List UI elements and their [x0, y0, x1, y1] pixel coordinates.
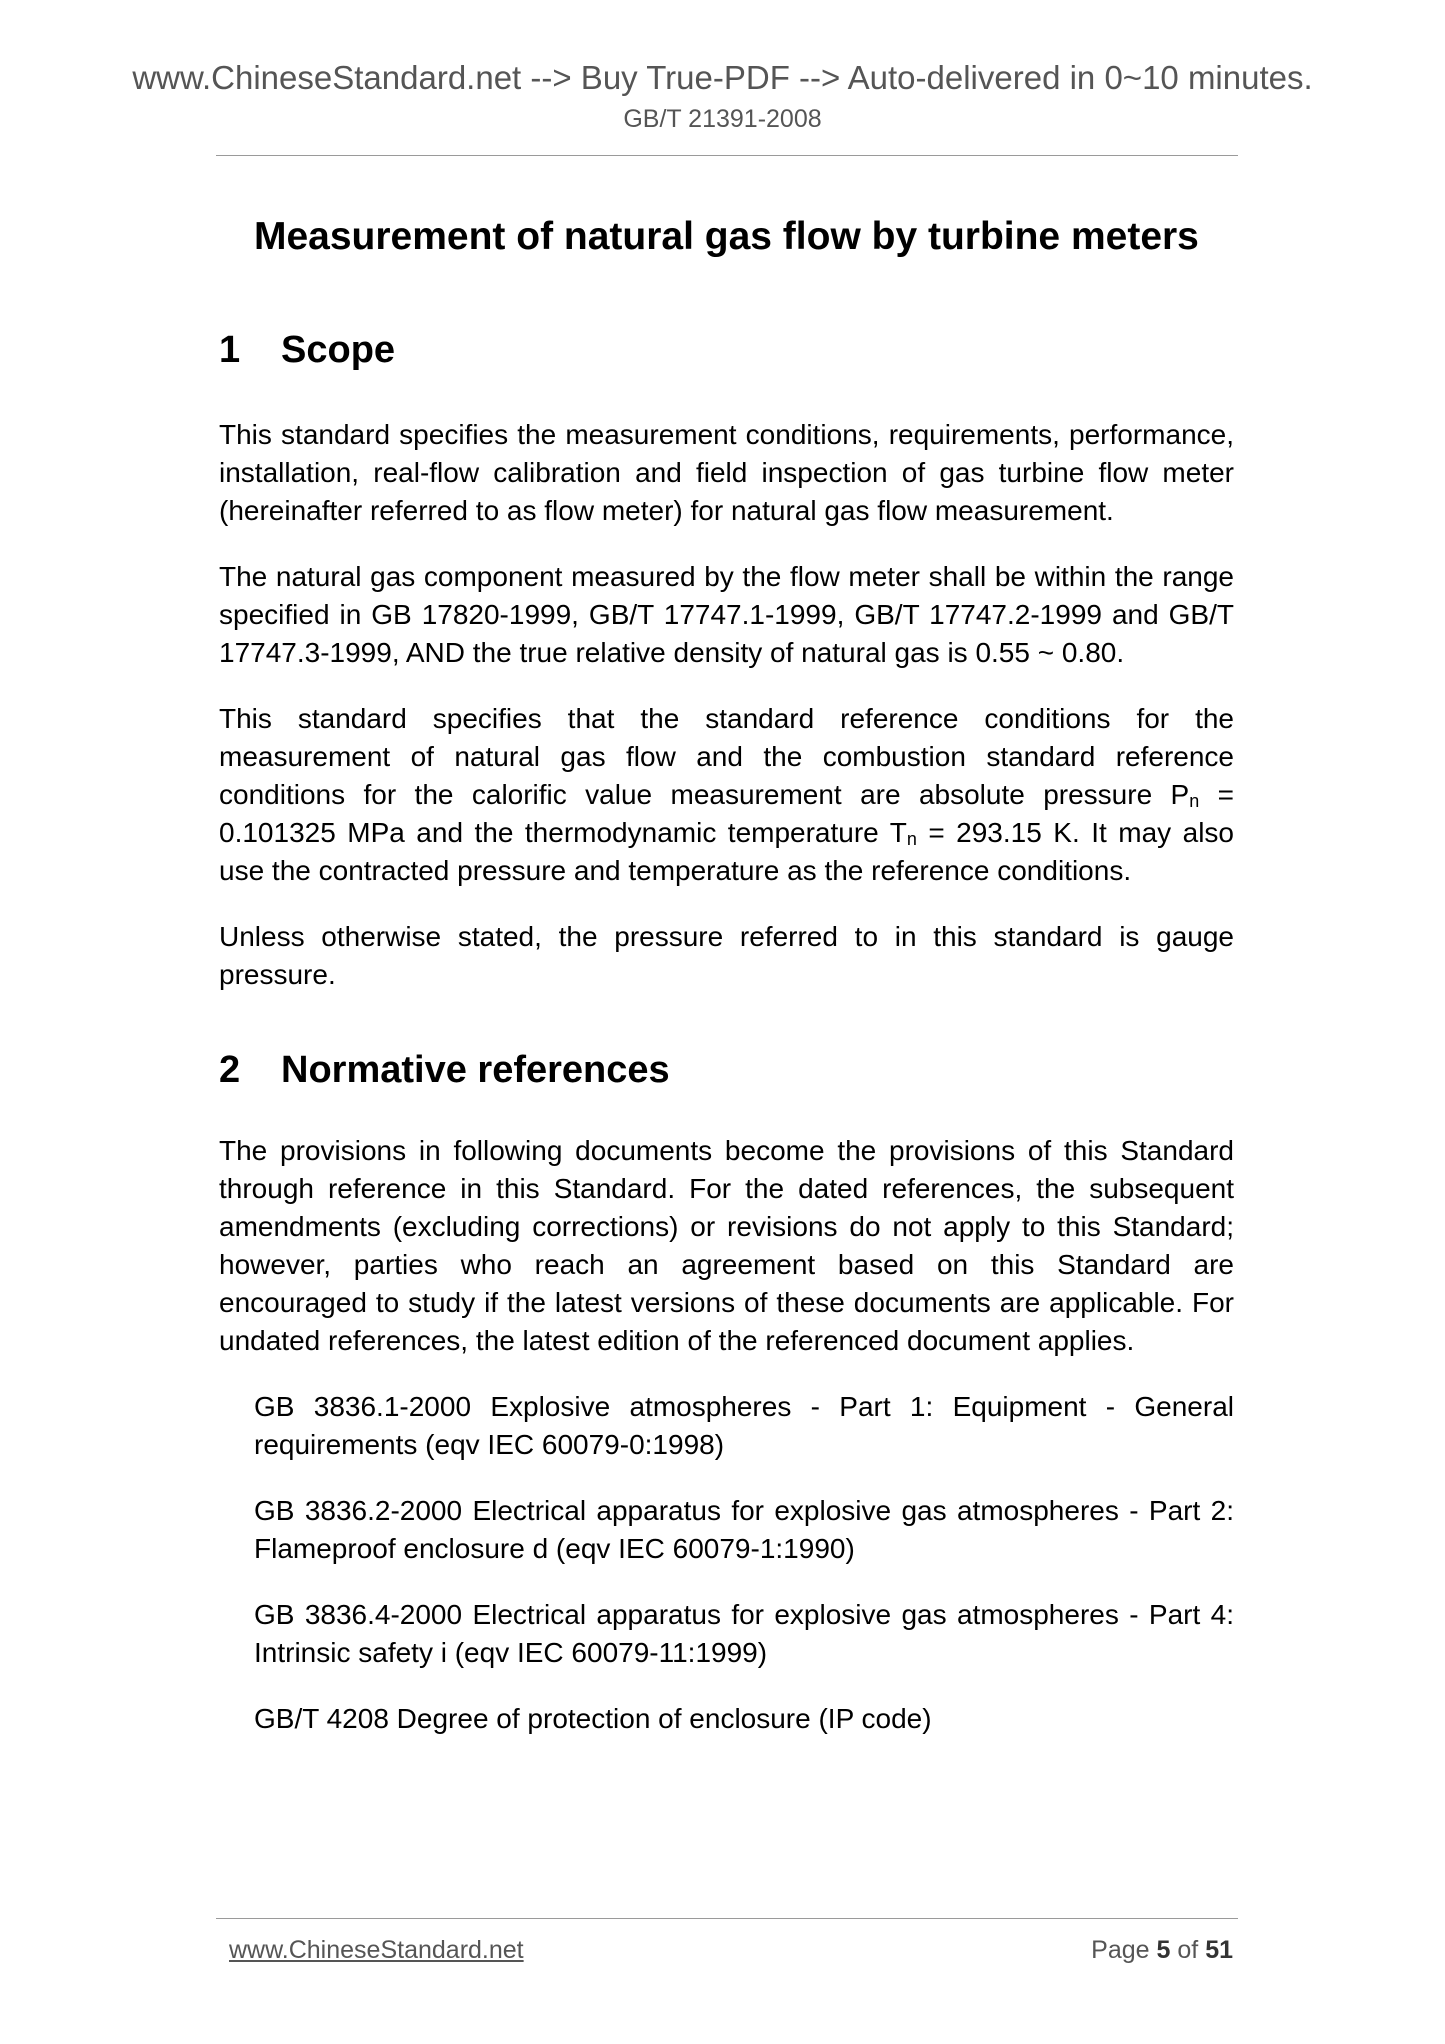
section-2-number: 2 — [219, 1049, 241, 1091]
standard-code: GB/T 21391-2008 — [623, 105, 822, 133]
header-divider — [216, 155, 1238, 156]
section-2-title: Normative references — [281, 1049, 670, 1091]
page-number: Page 5 of 51 — [1091, 1936, 1233, 1964]
scope-paragraph-4: Unless otherwise stated, the pressure referred to in this standard is gauge pressure. — [219, 921, 1234, 990]
section-1-title: Scope — [281, 329, 396, 371]
section-2-heading — [219, 1046, 1234, 1094]
references-intro: The provisions in following documents become the provisions of this Standard through reference in this Standard. For the dated references, the subsequent amendments (excluding corrections) or revisions do not apply to this Standard; however, parties who reach an agreement based on this Standard are encouraged to study if the latest versions of these documents are applicable. For undated references, the latest edition of the referenced document applies. — [219, 1135, 1234, 1356]
scope-paragraph-3: This standard specifies that the standard reference conditions for the measurement of natural gas flow and the combustion standard reference conditions for the calorific value measurement are absolute pressure $P_n = 0.101325$ MPa and the thermodynamic temperature $T_n = 293.15$ K. It may also use the contracted pressure and temperature as the reference conditions. — [219, 703, 1234, 886]
footer-site-link[interactable]: www.ChineseStandard.net — [229, 1936, 524, 1964]
section-1-heading — [219, 326, 1234, 374]
reference-item: GB 3836.4-2000 Electrical apparatus for explosive gas atmospheres - Part 4: Intrinsic safety i (eqv IEC 60079-11:1999) — [254, 1599, 1234, 1668]
scope-paragraph-2: The natural gas component measured by the flow meter shall be within the range specified in GB 17820-1999, GB/T 17747.1-1999, GB/T 17747.2-1999 and GB/T 17747.3-1999, AND the true relative density of natural gas is 0.55 ~ 0.80. — [219, 561, 1234, 668]
reference-item: GB/T 4208 Degree of protection of enclosure (IP code) — [254, 1703, 932, 1734]
section-1-number: 1 — [219, 329, 241, 371]
header-banner: www.ChineseStandard.net --> Buy True-PDF --> Auto-delivered in 0~10 minutes. — [132, 59, 1313, 96]
page-content — [219, 212, 1234, 1738]
current-page: 5 — [1156, 1936, 1171, 1964]
document-title: Measurement of natural gas flow by turbine meters — [254, 215, 1199, 258]
scope-paragraph-1: This standard specifies the measurement conditions, requirements, performance, installation, real-flow calibration and field inspection of gas turbine flow meter (hereinafter referred to as flow meter) for natural gas flow measurement. — [219, 419, 1234, 526]
total-pages: 51 — [1205, 1936, 1233, 1964]
reference-item: GB 3836.1-2000 Explosive atmospheres - Part 1: Equipment - General requirements (eqv IEC 60079-0:1998) — [254, 1391, 1234, 1460]
footer-divider — [216, 1918, 1238, 1919]
reference-item: GB 3836.2-2000 Electrical apparatus for explosive gas atmospheres - Part 2: Flameproof enclosure d (eqv IEC 60079-1:1990) — [254, 1495, 1234, 1564]
